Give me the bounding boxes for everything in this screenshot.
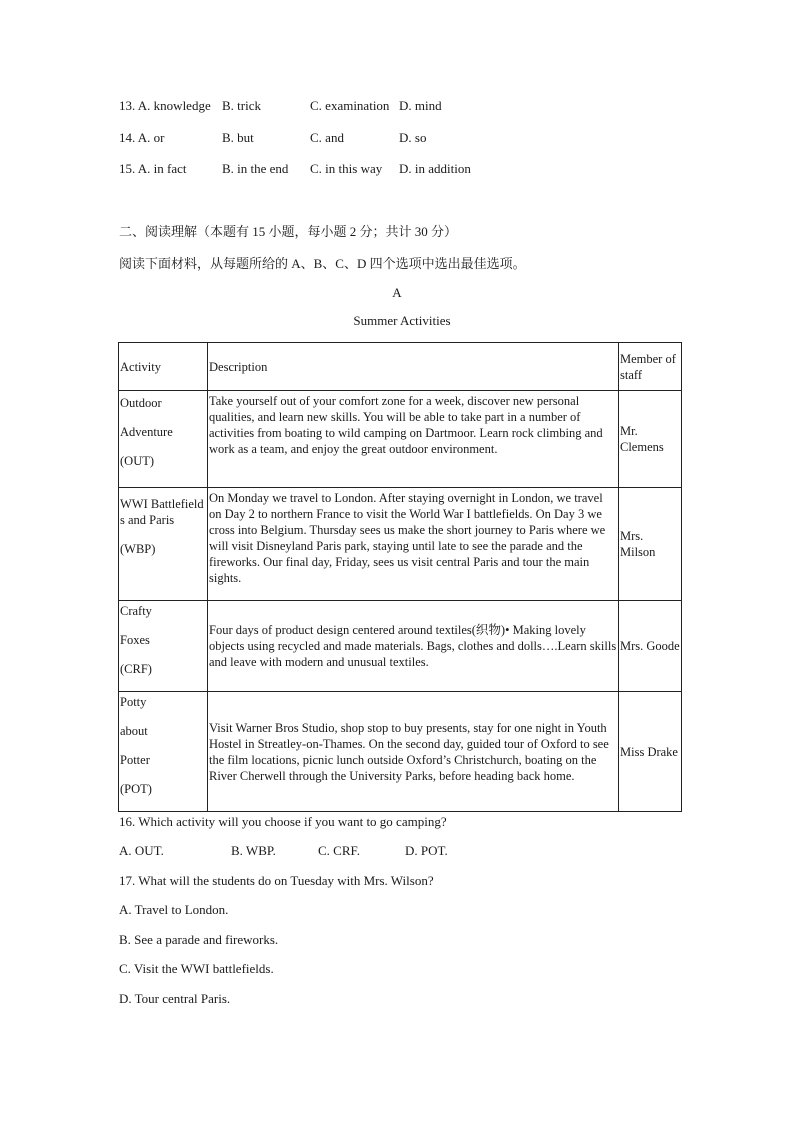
staff-cell: Mrs. Goode (619, 601, 682, 692)
header-activity: Activity (119, 343, 208, 391)
table-row (119, 488, 682, 601)
q16-option-c: C. CRF. (318, 843, 360, 858)
q14-option-d: D. so (399, 130, 427, 145)
question-17-stem: 17. What will the students do on Tuesday with Mrs. Wilson? (119, 873, 434, 888)
q15-option-a: 15. A. in fact (119, 161, 187, 176)
q13-option-b: B. trick (222, 98, 261, 113)
q17-option-c: C. Visit the WWI battlefields. (119, 961, 274, 976)
q13-option-c: C. examination (310, 98, 390, 113)
q14-option-c: C. and (310, 130, 344, 145)
q15-option-c: C. in this way (310, 161, 383, 176)
q16-option-a: A. OUT. (119, 843, 164, 858)
description-cell: Take yourself out of your comfort zone for a week, discover new personal qualities, and learn new skills. You will be able to take part in a number of activities from boating to wild camping on Dartmoor. Learn rock climbing and work as a team, and enjoy the great outdoor environment. (208, 391, 619, 488)
description-cell: On Monday we travel to London. After staying overnight in London, we travel on Day 2 to northern France to visit the World War I battlefields. On Day 3 we cross into Belgium. Thursday sees us make the short journey to Paris where we will visit Disneyland Paris park, staying until late to see the parade and the fireworks. Our final day, Friday, sees us visit central Paris and tour the main sights. (208, 488, 619, 601)
section-title: 二、阅读理解（本题有 15 小题，每小题 2 分；共计 30 分） (119, 224, 458, 239)
q14-option-a: 14. A. or (119, 130, 165, 145)
activity-cell: WWI Battlefield s and Paris (WBP) (119, 488, 208, 601)
q17-option-b: B. See a parade and fireworks. (119, 932, 279, 947)
header-staff: Member of staff (619, 343, 682, 391)
instruction: 阅读下面材料，从每题所给的 A、B、C、D 四个选项中选出最佳选项。 (119, 256, 526, 271)
question-16-stem: 16. Which activity will you choose if you want to go camping? (119, 814, 447, 829)
passage-title: Summer Activities (353, 313, 451, 328)
q17-option-d: D. Tour central Paris. (119, 991, 231, 1006)
activity-cell: Outdoor Adventure (OUT) (119, 391, 208, 488)
q13-option-d: D. mind (399, 98, 442, 113)
q13-option-a: 13. A. knowledge (119, 98, 211, 113)
staff-cell: Mr. Clemens (619, 391, 682, 488)
header-description: Description (208, 343, 619, 391)
q16-option-b: B. WBP. (231, 843, 276, 858)
activity-cell: Crafty Foxes (CRF) (119, 601, 208, 692)
table-row (119, 601, 682, 692)
q16-option-d: D. POT. (405, 843, 448, 858)
staff-cell: Mrs. Milson (619, 488, 682, 601)
description-cell: Visit Warner Bros Studio, shop stop to buy presents, stay for one night in Youth Hostel in Streatley-on-Thames. On the second day, guided tour of Oxford to see the film locations, picnic lunch outside Oxford’s Christchurch, boating on the River Cherwell through the University Parks, before heading back home. (208, 692, 619, 812)
description-cell: Four days of product design centered around textiles(织物)• Making lovely objects using recycled and made materials. Bags, clothes and dolls….Learn skills and leave with modern and unusual textiles. (208, 601, 619, 692)
table-row (119, 692, 682, 812)
activities-table (118, 342, 682, 812)
q17-option-a: A. Travel to London. (119, 902, 229, 917)
passage-letter: A (392, 285, 402, 300)
table-row (119, 391, 682, 488)
activity-cell: Potty about Potter (POT) (119, 692, 208, 812)
table-header-row (119, 343, 682, 391)
q15-option-b: B. in the end (222, 161, 289, 176)
staff-cell: Miss Drake (619, 692, 682, 812)
q14-option-b: B. but (222, 130, 254, 145)
q15-option-d: D. in addition (399, 161, 471, 176)
